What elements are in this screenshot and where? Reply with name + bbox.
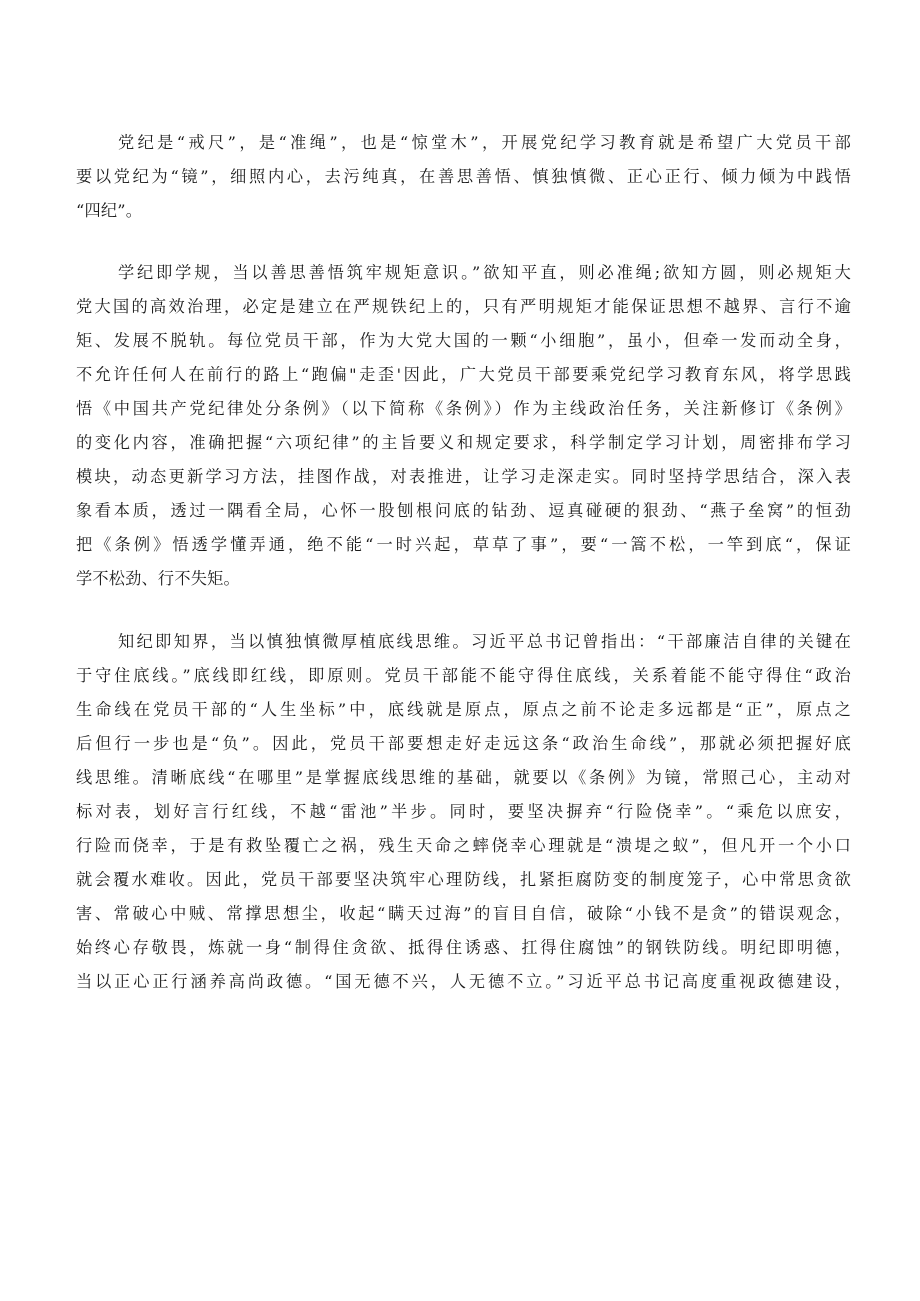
paragraph-2-line-9: 把《条例》悟透学懂弄通，绝不能“一时兴起，草草了事”，要“一篙不松，一竿到底“，保证 [76,535,851,554]
paragraph-3-line-1: 知纪即知界，当以慎独慎微厚植底线思维。习近平总书记曾指出：“干部廉洁自律的关键在 [118,632,851,651]
paragraph-3-line-5: 线思维。清晰底线“在哪里”是掌握底线思维的基础，就要以《条例》为镜，常照己心，主动对 [76,768,851,787]
paragraph-3-line-8: 就会覆水难收。因此，党员干部要坚决筑牢心理防线，扎紧拒腐防变的制度笼子，心中常思贪欲 [76,870,851,889]
paragraph-2-line-1: 学纪即学规，当以善思善悟筑牢规矩意识。”欲知平直，则必准绳;欲知方圆，则必规矩大 [118,263,851,282]
paragraph-3-line-7: 行险而侥幸，于是有救坠覆亡之祸，残生天命之蟀侥幸心理就是“溃堤之蚁”，但凡开一个小口 [76,836,851,855]
paragraph-3-line-9: 害、常破心中贼、常撑思想尘，收起“瞒天过海”的盲目自信，破除“小钱不是贪”的错误观念， [76,904,851,923]
paragraph-3-line-6: 标对表，划好言行红线，不越“雷池”半步。同时，要坚决摒弃“行险侥幸”。“乘危以庶安， [76,802,851,821]
paragraph-2-line-4: 不允许任何人在前行的路上“跑偏"走歪'因此，广大党员干部要乘党纪学习教育东风，将学思践 [76,365,851,384]
paragraph-2-line-6: 的变化内容，准确把握“六项纪律”的主旨要义和规定要求，科学制定学习计划，周密排布学习 [76,433,851,452]
paragraph-2-line-5: 悟《中国共产党纪律处分条例》（以下简称《条例》）作为主线政治任务，关注新修订《条例》 [76,399,851,418]
paragraph-2-line-8: 象看本质，透过一隅看全局，心怀一股刨根问底的钻劲、逗真碰硬的狠劲、“燕子垒窝”的恒劲 [76,501,851,520]
paragraph-3-line-11: 当以正心正行涵养高尚政德。“国无德不兴，人无德不立。”习近平总书记高度重视政德建设， [76,972,851,991]
paragraph-2-line-7: 模块，动态更新学习方法，挂图作战，对表推进，让学习走深走实。同时坚持学思结合，深入表 [76,467,851,486]
paragraph-3-line-4: 后但行一步也是“负”。因此，党员干部要想走好走远这条“政治生命线”，那就必须把握好底 [76,734,851,753]
paragraph-3-line-10: 始终心存敬畏，炼就一身“制得住贪欲、抵得住诱惑、扛得住腐蚀”的钢铁防线。明纪即明德， [76,938,851,957]
paragraph-2-line-10: 学不松劲、行不失矩。 [76,569,240,588]
paragraph-2-line-3: 矩、发展不脱轨。每位党员干部，作为大党大国的一颗“小细胞”，虽小，但牵一发而动全身， [76,331,851,350]
paragraph-1-line-2: 要以党纪为“镜”，细照内心，去污纯真，在善思善悟、慎独慎微、正心正行、倾力倾为中践悟 [76,167,851,186]
paragraph-2-line-2: 党大国的高效治理，必定是建立在严规铁纪上的，只有严明规矩才能保证思想不越界、言行不逾 [76,297,851,316]
paragraph-3-line-2: 于守住底线。”底线即红线，即原则。党员干部能不能守得住底线，关系着能不能守得住“政治 [76,666,851,685]
paragraph-1-line-3: “四纪”。 [76,201,143,220]
paragraph-3-line-3: 生命线在党员干部的“人生坐标”中，底线就是原点，原点之前不论走多远都是“正”，原点之 [76,700,851,719]
paragraph-1-line-1: 党纪是“戒尺”，是“准绳”，也是“惊堂木”，开展党纪学习教育就是希望广大党员干部 [118,133,851,152]
